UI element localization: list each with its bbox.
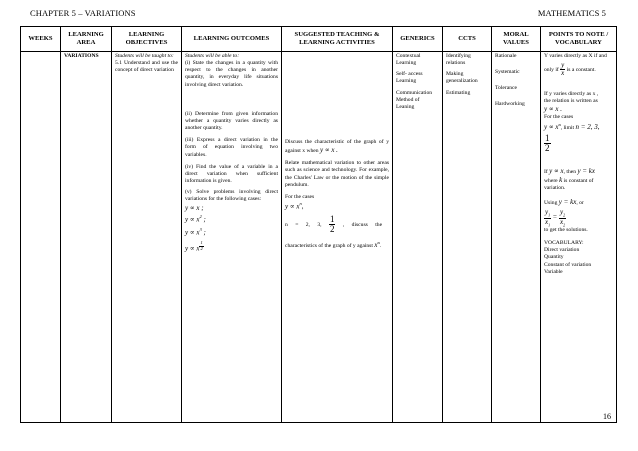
outcome-item: (ii) Determine from given information whether a quantity varies directly as another quantity. <box>185 110 278 132</box>
cell-ccts <box>443 52 492 423</box>
col-learning-objectives: LEARNING OBJECTIVES <box>112 27 182 52</box>
outcome-item: (v) Solve problems involving direct variations for the following cases: <box>185 189 278 203</box>
value-item: Rationale <box>495 53 517 59</box>
cell-outcomes <box>182 52 282 423</box>
table-row <box>21 52 617 423</box>
chapter-title: CHAPTER 5 – VARIATIONS <box>30 8 136 18</box>
note-cases-math: $y \propto x^n$, limit n = 2, 3, <box>544 121 600 131</box>
col-learning-outcomes: LEARNING OUTCOMES <box>182 27 282 52</box>
note-using: Using y = kx, or <box>544 198 584 207</box>
cell-weeks <box>21 52 61 423</box>
col-ccts: CCTS <box>443 27 492 52</box>
cell-generics <box>393 52 443 423</box>
col-points-to-note: POINTS TO NOTE / VOCABULARY <box>541 27 617 52</box>
note-definition-2: only if $\frac{y}{x}$ is a constant. <box>544 61 596 78</box>
vocabulary-item: Variable <box>544 268 563 275</box>
outcome-item: (iii) Express a direct variation in the form of equation involving two variables. <box>185 137 278 158</box>
col-weeks: WEEKS <box>21 27 61 52</box>
ccts-item: Estimating <box>446 89 471 96</box>
cell-activities <box>282 52 393 423</box>
subject-title: MATHEMATICS 5 <box>537 8 606 18</box>
generic-item: Contextual Learning <box>396 53 421 67</box>
value-item: Systematic <box>495 69 520 76</box>
cell-moral-values <box>492 52 541 423</box>
generic-item: Self- access Learning <box>396 71 423 85</box>
case-2: $y \propto x^2$ ; <box>185 214 206 224</box>
note-solutions: to get the solutions. <box>544 227 588 233</box>
note-equation: If y ∝ x, then y = kx <box>544 166 595 175</box>
col-generics: GENERICS <box>393 27 443 52</box>
note-ratio: $\frac{y_1}{x_1}$ = $\frac{y_2}{x_2}$ <box>545 208 566 227</box>
table-header-row <box>21 27 617 52</box>
case-3: $y \propto x^3$ ; <box>185 226 206 237</box>
outcome-item: (i) State the changes in a quantity with respect to the changes in another quantity, in everyday life situations involving direct variation. <box>185 60 278 88</box>
vocabulary-title: VOCABULARY: <box>544 240 584 247</box>
ccts-item: Making generalization <box>446 71 478 85</box>
note-cases-frac: $\frac{1}{2}$ <box>545 132 550 153</box>
activity-1: Discuss the characteristic of the graph of y against x when y ∝ x . <box>285 139 389 155</box>
case-4: y ∝ x $^{\frac{1}{2}}$ <box>185 240 203 253</box>
outcome-item: (iv) Find the value of a variable in a direct variation when sufficient information is given. <box>185 163 278 185</box>
curriculum-table <box>20 26 617 423</box>
note-relation: If y varies directly as x , <box>544 91 599 98</box>
page-number: 16 <box>603 412 611 421</box>
activity-5: characteristics of the graph of y against $x^n$. <box>285 240 382 250</box>
ccts-item: Identifying relations <box>446 53 471 67</box>
cell-objectives <box>112 52 182 423</box>
cell-area <box>61 52 112 423</box>
value-item: Tolerance <box>495 85 517 92</box>
case-1: y ∝ x ; <box>185 203 204 212</box>
col-moral-values: MORAL VALUES <box>492 27 541 52</box>
activity-4: n = 2, 3, $\frac{1}{2}$ , discuss the <box>285 214 383 235</box>
vocabulary-item: Quantity <box>544 254 564 261</box>
objectives-intro: Students will be taught to: <box>115 53 174 59</box>
col-activities: SUGGESTED TEACHING & LEARNING ACTIVITIES <box>282 27 393 52</box>
col-learning-area: LEARNING AREA <box>61 27 112 52</box>
note-constant: where k is constant of variation. <box>544 175 594 191</box>
generic-item: Communication Method of Leaning <box>396 89 433 110</box>
learning-area: VARIATIONS <box>64 53 99 59</box>
vocabulary-item: Constant of variation <box>544 261 592 268</box>
activity-3: For the cases <box>285 193 315 200</box>
note-relation-2: the relation is written as <box>544 98 598 105</box>
activity-3-math: $y \propto x^n$, <box>285 201 304 211</box>
outcomes-intro: Students will be able to: <box>185 53 240 59</box>
objective-item: 5.1 Understand and use the concept of direct variation <box>115 60 178 74</box>
vocabulary-item: Direct variation <box>544 247 580 254</box>
value-item: Hardworking <box>495 101 525 108</box>
note-relation-math: y ∝ x . <box>544 105 562 114</box>
note-definition: Y varies directly as X if and <box>544 53 607 59</box>
note-cases: For the cases <box>544 114 574 121</box>
cell-points-to-note <box>541 52 617 423</box>
activity-2: Relate mathematical variation to other areas such as science and technology. For example, the Charles' Law or the motion of the simple pendulum. <box>285 160 389 188</box>
